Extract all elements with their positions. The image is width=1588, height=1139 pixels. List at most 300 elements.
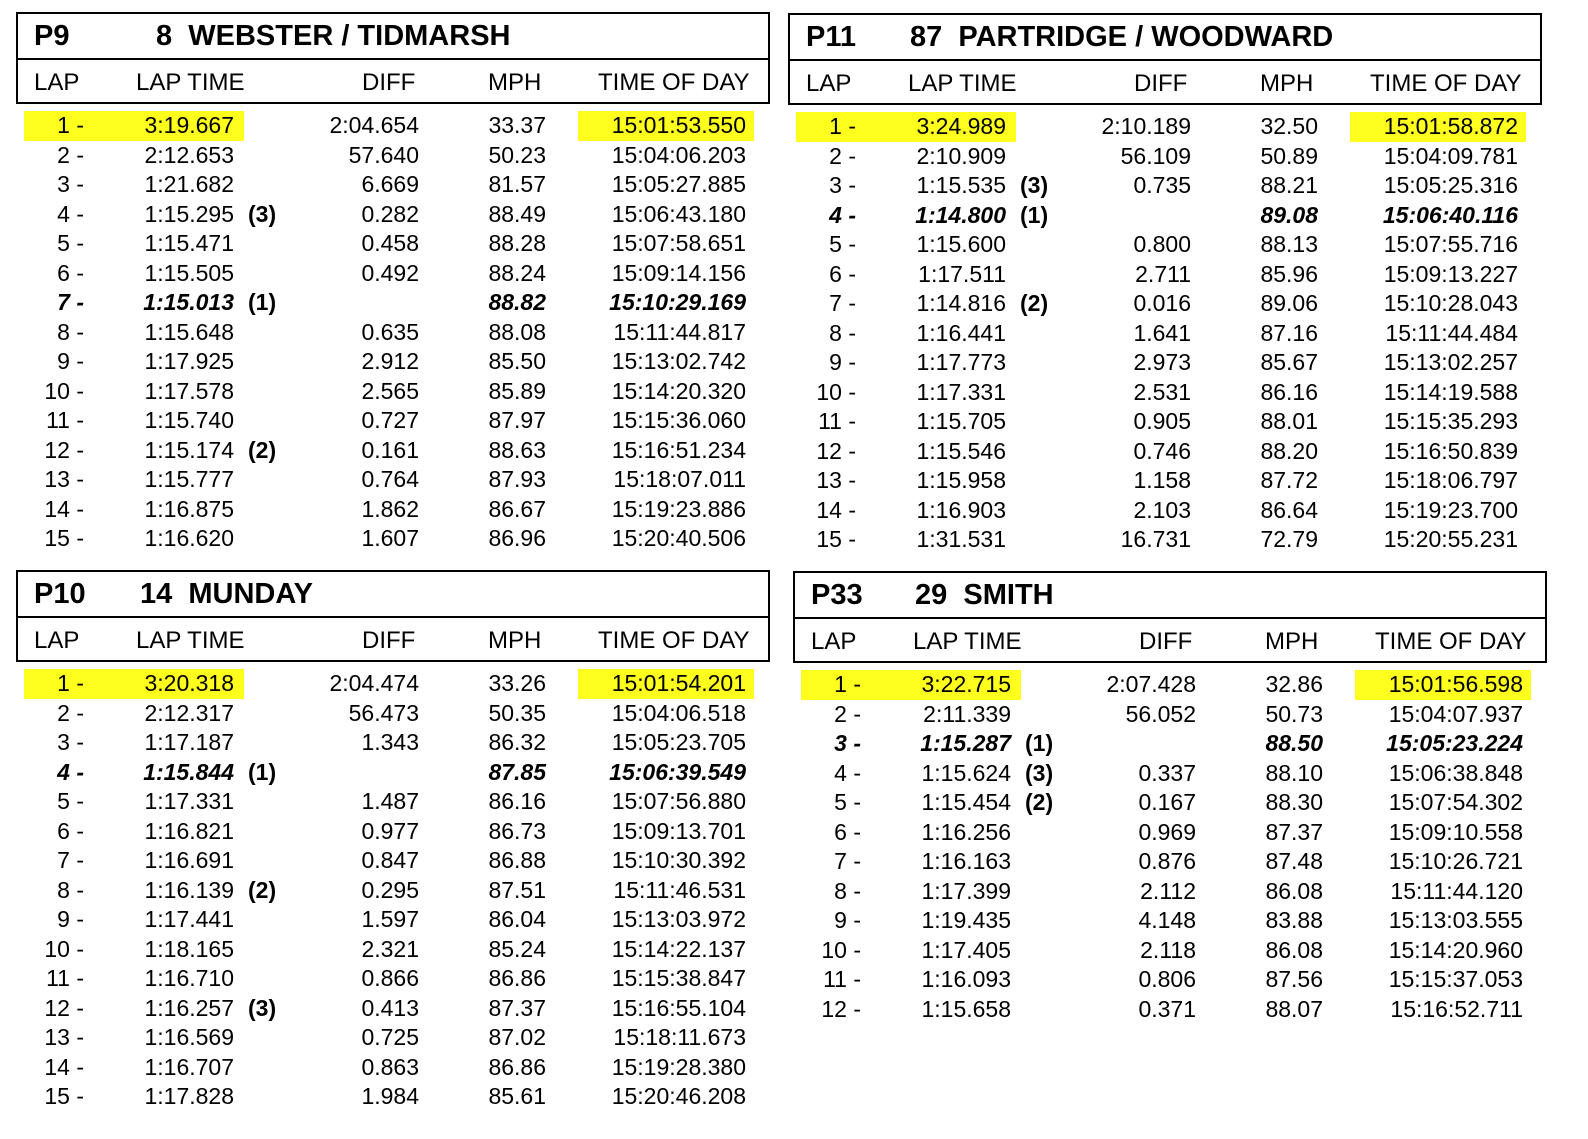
- lap-number: 11 -: [46, 965, 84, 991]
- lap-row: [16, 1082, 770, 1112]
- lap-number: 3 -: [57, 729, 84, 755]
- mph-value: 87.37: [488, 994, 546, 1021]
- lap-row: [16, 229, 770, 259]
- finish-position: P11: [806, 21, 856, 53]
- diff-value: 0.866: [361, 965, 419, 991]
- diff-value: 1.862: [361, 495, 419, 522]
- lap-time: 1:16.163: [921, 848, 1011, 874]
- diff-value: 0.863: [361, 1053, 419, 1080]
- diff-value: 0.977: [361, 817, 419, 844]
- time-of-day: 15:10:29.169: [609, 289, 746, 315]
- lap-row: [793, 995, 1547, 1025]
- mph-value: 87.02: [488, 1024, 546, 1050]
- diff-value: 0.371: [1138, 995, 1196, 1022]
- column-header-row: [16, 60, 770, 104]
- mph-value: 86.86: [488, 965, 546, 991]
- diff-value: 0.764: [361, 466, 419, 492]
- column-header-diff: DIFF: [362, 627, 416, 654]
- lap-number: 10 -: [821, 936, 861, 963]
- mph-value: 88.49: [488, 200, 546, 227]
- mph-value: 88.28: [488, 230, 546, 256]
- lap-row: [788, 289, 1542, 319]
- diff-value: 1.984: [361, 1083, 419, 1109]
- lap-row: [793, 906, 1547, 936]
- mph-value: 85.89: [488, 377, 546, 404]
- lap-time: 3:19.667: [144, 112, 234, 138]
- time-of-day: 15:10:26.721: [1388, 848, 1523, 874]
- lap-time: 1:16.875: [144, 495, 234, 522]
- column-header-row: [16, 618, 770, 662]
- lap-number: 4 -: [834, 759, 861, 786]
- time-of-day: 15:04:09.781: [1383, 142, 1518, 169]
- mph-value: 32.86: [1265, 671, 1323, 697]
- lap-number: 9 -: [57, 348, 84, 374]
- lap-number: 8 -: [57, 876, 84, 903]
- time-of-day: 15:04:07.937: [1388, 700, 1523, 727]
- lap-row: [16, 994, 770, 1024]
- mph-value: 88.50: [1265, 730, 1323, 756]
- lap-time: 1:15.546: [916, 437, 1006, 464]
- lap-number: 2 -: [829, 142, 856, 169]
- diff-value: 1.597: [361, 906, 419, 932]
- lap-number: 15 -: [816, 526, 856, 552]
- lap-number: 7 -: [829, 290, 856, 316]
- mph-value: 88.07: [1265, 995, 1323, 1022]
- lap-number: 5 -: [834, 789, 861, 815]
- lap-number: 7 -: [834, 848, 861, 874]
- lap-row: [16, 1023, 770, 1053]
- lap-rank: (2): [248, 436, 277, 463]
- mph-value: 88.08: [488, 318, 546, 345]
- time-of-day: 15:09:14.156: [611, 259, 746, 286]
- time-of-day: 15:06:40.116: [1382, 201, 1518, 228]
- lap-row: [16, 288, 770, 318]
- lap-number: 11 -: [818, 408, 856, 434]
- lap-row: [793, 729, 1547, 759]
- driver-name: MUNDAY: [188, 578, 313, 610]
- car-number-driver: [156, 20, 510, 53]
- mph-value: 86.32: [488, 729, 546, 755]
- lap-number: 7 -: [57, 289, 84, 315]
- time-of-day: 15:11:44.484: [1385, 319, 1518, 346]
- lap-row: [16, 200, 770, 230]
- lap-row: [16, 935, 770, 965]
- column-header-mph: MPH: [1265, 628, 1319, 655]
- lap-number: 2 -: [57, 699, 84, 726]
- lap-time: 1:15.174: [144, 436, 234, 463]
- lap-number: 4 -: [829, 201, 856, 228]
- lap-time: 1:15.013: [143, 289, 234, 315]
- mph-value: 86.08: [1265, 877, 1323, 904]
- time-of-day: 15:06:39.549: [609, 758, 746, 785]
- time-of-day: 15:05:23.705: [611, 729, 746, 755]
- time-of-day: 15:05:23.224: [1386, 730, 1523, 756]
- diff-value: 16.731: [1120, 526, 1191, 552]
- lap-row: [793, 788, 1547, 818]
- lap-number: 13 -: [44, 466, 84, 492]
- lap-time: 1:17.511: [918, 260, 1006, 287]
- mph-value: 72.79: [1260, 526, 1318, 552]
- lap-time: 1:17.405: [921, 936, 1011, 963]
- lap-row: [788, 407, 1542, 437]
- lap-number: 5 -: [57, 230, 84, 256]
- diff-value: 2.103: [1133, 496, 1191, 523]
- lap-table: [16, 111, 770, 554]
- time-of-day: 15:15:35.293: [1383, 408, 1518, 434]
- lap-time: 2:10.909: [916, 142, 1006, 169]
- lap-table: [793, 670, 1547, 1024]
- lap-time: 1:17.399: [921, 877, 1011, 904]
- column-header-row: [793, 619, 1547, 663]
- lap-rank: (3): [1020, 172, 1049, 198]
- time-of-day: 15:05:27.885: [611, 171, 746, 197]
- column-header-lap: LAP: [34, 627, 80, 654]
- time-of-day: 15:18:06.797: [1383, 467, 1518, 493]
- lap-row: [16, 170, 770, 200]
- lap-number: 9 -: [57, 906, 84, 932]
- lap-rank: (1): [1020, 201, 1049, 228]
- time-of-day: 15:06:43.180: [611, 200, 746, 227]
- mph-value: 86.73: [488, 817, 546, 844]
- lap-number: 8 -: [57, 318, 84, 345]
- lap-number: 9 -: [829, 349, 856, 375]
- lap-number: 12 -: [44, 436, 84, 463]
- column-header-time-of_day: TIME OF DAY: [598, 69, 750, 96]
- lap-row: [16, 111, 770, 141]
- lap-number: 3 -: [57, 171, 84, 197]
- lap-row: [16, 1053, 770, 1083]
- car-number: 29: [915, 579, 948, 611]
- time-of-day: 15:20:40.506: [611, 525, 746, 551]
- lap-time: 1:17.925: [144, 348, 234, 374]
- diff-value: 1.607: [361, 525, 419, 551]
- column-header-time-of_day: TIME OF DAY: [1375, 628, 1527, 655]
- lap-time: 1:15.648: [144, 318, 234, 345]
- driver-header: [788, 13, 1542, 61]
- diff-value: 0.161: [361, 436, 419, 463]
- time-of-day: 15:09:13.227: [1383, 260, 1518, 287]
- diff-value: 0.746: [1133, 437, 1191, 464]
- diff-value: 56.052: [1125, 700, 1196, 727]
- mph-value: 88.20: [1260, 437, 1318, 464]
- finish-position: P10: [34, 578, 86, 610]
- diff-value: 2.912: [361, 348, 419, 374]
- lap-time: 1:15.505: [144, 259, 234, 286]
- lap-row: [788, 171, 1542, 201]
- diff-value: 0.016: [1133, 290, 1191, 316]
- column-header-time-of_day: TIME OF DAY: [1370, 70, 1522, 97]
- mph-value: 88.82: [488, 289, 546, 315]
- time-of-day: 15:09:13.701: [611, 817, 746, 844]
- lap-time: 1:15.535: [916, 172, 1006, 198]
- lap-row: [16, 758, 770, 788]
- time-of-day: 15:14:19.588: [1383, 378, 1518, 405]
- lap-number: 14 -: [44, 495, 84, 522]
- mph-value: 87.48: [1265, 848, 1323, 874]
- time-of-day: 15:04:06.518: [611, 699, 746, 726]
- mph-value: 86.86: [488, 1053, 546, 1080]
- diff-value: 56.109: [1120, 142, 1191, 169]
- lap-time: 2:12.317: [144, 699, 234, 726]
- time-of-day: 15:01:56.598: [1388, 671, 1523, 697]
- lap-time: 1:15.658: [921, 995, 1011, 1022]
- mph-value: 89.08: [1260, 201, 1318, 228]
- lap-time: 1:15.287: [920, 730, 1011, 756]
- lap-number: 1 -: [57, 670, 84, 696]
- car-number-driver: [915, 579, 1054, 612]
- time-of-day: 15:16:50.839: [1383, 437, 1518, 464]
- lap-row: [16, 728, 770, 758]
- diff-value: 0.876: [1138, 848, 1196, 874]
- car-number-driver: [140, 578, 313, 611]
- lap-row: [16, 964, 770, 994]
- time-of-day: 15:18:11.673: [613, 1024, 746, 1050]
- column-header-diff: DIFF: [1139, 628, 1193, 655]
- lap-row: [16, 699, 770, 729]
- time-of-day: 15:04:06.203: [611, 141, 746, 168]
- time-of-day: 15:19:23.700: [1383, 496, 1518, 523]
- mph-value: 88.30: [1265, 789, 1323, 815]
- lap-time: 1:16.620: [144, 525, 234, 551]
- lap-row: [793, 700, 1547, 730]
- lap-time: 1:15.454: [921, 789, 1011, 815]
- column-header-mph: MPH: [1260, 70, 1314, 97]
- diff-value: 2:04.474: [329, 670, 419, 696]
- column-header-lap-time: LAP TIME: [136, 69, 245, 96]
- diff-value: 0.725: [361, 1024, 419, 1050]
- lap-number: 1 -: [57, 112, 84, 138]
- lap-row: [788, 348, 1542, 378]
- lap-number: 13 -: [816, 467, 856, 493]
- mph-value: 87.16: [1260, 319, 1318, 346]
- column-header-mph: MPH: [488, 69, 542, 96]
- mph-value: 81.57: [488, 171, 546, 197]
- mph-value: 87.85: [488, 758, 546, 785]
- lap-row: [788, 260, 1542, 290]
- lap-row: [16, 524, 770, 554]
- lap-time: 1:16.710: [144, 965, 234, 991]
- mph-value: 88.21: [1260, 172, 1318, 198]
- lap-time: 1:17.773: [916, 349, 1006, 375]
- lap-time: 1:17.331: [916, 378, 1006, 405]
- time-of-day: 15:07:56.880: [611, 788, 746, 814]
- diff-value: 2.112: [1140, 877, 1196, 904]
- time-of-day: 15:15:36.060: [611, 407, 746, 433]
- mph-value: 87.72: [1260, 467, 1318, 493]
- lap-time: 1:15.777: [144, 466, 234, 492]
- driver-header: [16, 12, 770, 60]
- time-of-day: 15:09:10.558: [1388, 818, 1523, 845]
- lap-number: 1 -: [834, 671, 861, 697]
- lap-row: [793, 877, 1547, 907]
- lap-time: 1:16.093: [921, 966, 1011, 992]
- lap-number: 6 -: [57, 259, 84, 286]
- mph-value: 33.26: [488, 670, 546, 696]
- lap-time: 1:16.821: [144, 817, 234, 844]
- lap-number: 10 -: [44, 377, 84, 404]
- lap-time: 1:16.569: [144, 1024, 234, 1050]
- lap-row: [16, 876, 770, 906]
- time-of-day: 15:18:07.011: [613, 466, 746, 492]
- lap-time: 1:14.816: [916, 290, 1006, 316]
- lap-row: [16, 377, 770, 407]
- diff-value: 0.905: [1133, 408, 1191, 434]
- lap-row: [788, 466, 1542, 496]
- lap-row: [16, 787, 770, 817]
- lap-row: [16, 318, 770, 348]
- time-of-day: 15:14:22.137: [611, 935, 746, 962]
- diff-value: 2:04.654: [329, 112, 419, 138]
- lap-time: 3:24.989: [916, 113, 1006, 139]
- time-of-day: 15:13:03.972: [611, 906, 746, 932]
- lap-time: 1:15.705: [916, 408, 1006, 434]
- mph-value: 83.88: [1265, 907, 1323, 933]
- mph-value: 86.16: [488, 788, 546, 814]
- time-of-day: 15:11:46.531: [613, 876, 746, 903]
- lap-number: 6 -: [829, 260, 856, 287]
- lap-number: 4 -: [57, 758, 84, 785]
- time-of-day: 15:16:55.104: [611, 994, 746, 1021]
- lap-number: 12 -: [816, 437, 856, 464]
- lap-time: 3:20.318: [144, 670, 234, 696]
- diff-value: 0.282: [361, 200, 419, 227]
- diff-value: 0.337: [1138, 759, 1196, 786]
- lap-number: 1 -: [829, 113, 856, 139]
- lap-rank: (3): [248, 200, 277, 227]
- mph-value: 88.13: [1260, 231, 1318, 257]
- lap-time: 1:21.682: [144, 171, 234, 197]
- lap-time: 1:16.441: [916, 319, 1006, 346]
- lap-rank: (1): [248, 758, 277, 785]
- time-of-day: 15:05:25.316: [1383, 172, 1518, 198]
- mph-value: 50.35: [488, 699, 546, 726]
- lap-row: [16, 669, 770, 699]
- lap-row: [788, 112, 1542, 142]
- lap-row: [788, 142, 1542, 172]
- diff-value: 2.531: [1133, 378, 1191, 405]
- diff-value: 1.158: [1133, 467, 1191, 493]
- lap-time: 1:15.624: [921, 759, 1011, 786]
- finish-position: P9: [34, 20, 70, 52]
- car-number-driver: [910, 21, 1333, 54]
- lap-row: [793, 670, 1547, 700]
- lap-time: 1:14.800: [915, 201, 1006, 228]
- lap-row: [793, 965, 1547, 995]
- lap-number: 10 -: [816, 378, 856, 405]
- mph-value: 88.63: [488, 436, 546, 463]
- lap-rank: (2): [248, 876, 277, 903]
- column-header-lap: LAP: [811, 628, 857, 655]
- time-of-day: 15:11:44.817: [613, 318, 746, 345]
- time-of-day: 15:20:46.208: [611, 1083, 746, 1109]
- lap-number: 11 -: [46, 407, 84, 433]
- lap-number: 3 -: [829, 172, 856, 198]
- lap-number: 8 -: [829, 319, 856, 346]
- time-of-day: 15:01:58.872: [1383, 113, 1518, 139]
- diff-value: 0.847: [361, 847, 419, 873]
- column-header-lap-time: LAP TIME: [136, 627, 245, 654]
- diff-value: 0.800: [1133, 231, 1191, 257]
- diff-value: 2.973: [1133, 349, 1191, 375]
- time-of-day: 15:13:02.742: [611, 348, 746, 374]
- lap-row: [16, 259, 770, 289]
- time-of-day: 15:14:20.960: [1388, 936, 1523, 963]
- mph-value: 86.08: [1265, 936, 1323, 963]
- lap-number: 11 -: [823, 966, 861, 992]
- diff-value: 0.727: [361, 407, 419, 433]
- diff-value: 1.343: [361, 729, 419, 755]
- mph-value: 33.37: [488, 112, 546, 138]
- lap-number: 6 -: [57, 817, 84, 844]
- lap-table: [16, 669, 770, 1112]
- mph-value: 86.04: [488, 906, 546, 932]
- diff-value: 57.640: [348, 141, 419, 168]
- diff-value: 1.641: [1133, 319, 1191, 346]
- lap-number: 3 -: [834, 730, 861, 756]
- mph-value: 85.50: [488, 348, 546, 374]
- lap-rank: (2): [1020, 290, 1049, 316]
- lap-rank: (3): [1025, 759, 1054, 786]
- time-of-day: 15:10:28.043: [1383, 290, 1518, 316]
- car-number: 87: [910, 21, 943, 53]
- time-of-day: 15:01:53.550: [611, 112, 746, 138]
- lap-number: 8 -: [834, 877, 861, 904]
- mph-value: 88.24: [488, 259, 546, 286]
- time-of-day: 15:20:55.231: [1383, 526, 1518, 552]
- lap-number: 12 -: [44, 994, 84, 1021]
- column-header-time-of_day: TIME OF DAY: [598, 627, 750, 654]
- diff-value: 4.148: [1138, 907, 1196, 933]
- lap-time: 1:15.295: [144, 200, 234, 227]
- mph-value: 86.88: [488, 847, 546, 873]
- lap-rank: (3): [248, 994, 277, 1021]
- time-of-day: 15:19:28.380: [611, 1053, 746, 1080]
- lap-time: 1:16.691: [144, 847, 234, 873]
- lap-number: 15 -: [44, 1083, 84, 1109]
- mph-value: 86.96: [488, 525, 546, 551]
- driver-name: PARTRIDGE / WOODWARD: [958, 21, 1334, 53]
- time-of-day: 15:11:44.120: [1390, 877, 1523, 904]
- driver-header: [16, 570, 770, 618]
- lap-number: 10 -: [44, 935, 84, 962]
- lap-row: [16, 817, 770, 847]
- lap-number: 12 -: [821, 995, 861, 1022]
- mph-value: 86.67: [488, 495, 546, 522]
- lap-time: 1:15.740: [144, 407, 234, 433]
- time-of-day: 15:16:51.234: [611, 436, 746, 463]
- time-of-day: 15:15:37.053: [1388, 966, 1523, 992]
- car-number: 14: [140, 578, 173, 610]
- lap-number: 13 -: [44, 1024, 84, 1050]
- lap-time: 3:22.715: [921, 671, 1011, 697]
- driver-name: WEBSTER / TIDMARSH: [188, 20, 511, 52]
- time-of-day: 15:16:52.711: [1390, 995, 1523, 1022]
- lap-time: 1:15.958: [916, 467, 1006, 493]
- time-of-day: 15:19:23.886: [611, 495, 746, 522]
- finish-position: P33: [811, 579, 863, 611]
- diff-value: 6.669: [361, 171, 419, 197]
- column-header-lap-time: LAP TIME: [913, 628, 1022, 655]
- column-header-diff: DIFF: [362, 69, 416, 96]
- diff-value: 0.167: [1138, 789, 1196, 815]
- lap-row: [788, 230, 1542, 260]
- column-header-lap: LAP: [806, 70, 852, 97]
- lap-row: [793, 936, 1547, 966]
- lap-row: [16, 495, 770, 525]
- mph-value: 87.56: [1265, 966, 1323, 992]
- diff-value: 1.487: [361, 788, 419, 814]
- lap-number: 4 -: [57, 200, 84, 227]
